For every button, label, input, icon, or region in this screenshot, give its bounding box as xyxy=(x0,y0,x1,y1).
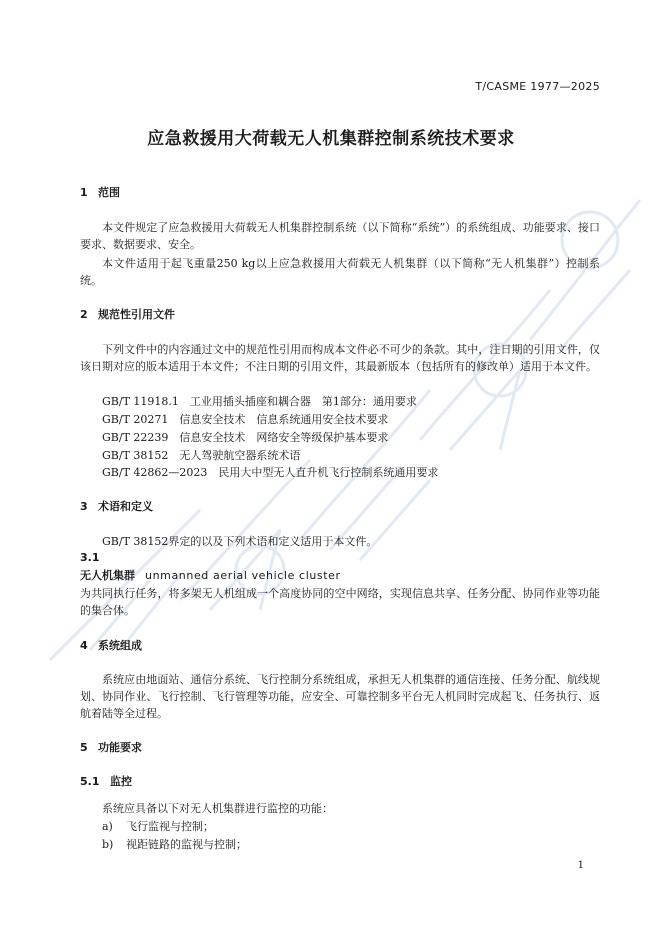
list-marker: b) xyxy=(102,838,114,851)
section-heading-composition xyxy=(80,638,142,654)
reference-item: GB/T 11918.1 工业用插头插座和耦合器 第1部分：通用要求 xyxy=(102,395,417,408)
term-number: 3.1 xyxy=(80,551,100,564)
section-heading-terms xyxy=(80,499,153,515)
section-heading-scope xyxy=(80,185,120,201)
term-name-chinese: 无人机集群 xyxy=(80,569,135,582)
list-item xyxy=(102,818,214,835)
list-marker: a) xyxy=(102,820,113,833)
term-name xyxy=(80,568,341,584)
list-text: 视距链路的监视与控制； xyxy=(126,838,247,851)
terms-paragraph: GB/T 38152界定的以及下列术语和定义适用于本文件。 xyxy=(102,535,378,548)
section-number: 1 xyxy=(80,186,88,199)
term-name-english: unmanned aerial vehicle cluster xyxy=(145,569,341,582)
section-number: 2 xyxy=(80,308,88,321)
list-item xyxy=(102,836,247,853)
section-title: 系统组成 xyxy=(98,639,142,652)
scope-paragraph-2: 本文件适用于起飞重量250 kg以上应急救援用大荷载无人机集群（以下简称“无人机集群”）控制系统。 xyxy=(80,257,600,287)
reference-item: GB/T 20271 信息安全技术 信息系统通用安全技术要求 xyxy=(102,413,389,426)
scope-paragraph-1: 本文件规定了应急救援用大荷载无人机集群控制系统（以下简称“系统”）的系统组成、功能要求、接口要求、数据要求、安全。 xyxy=(80,221,600,251)
section-heading-normative xyxy=(80,307,175,323)
page-number: 1 xyxy=(577,860,584,871)
section-title: 术语和定义 xyxy=(98,500,153,513)
reference-item: GB/T 42862—2023 民用大中型无人直升机飞行控制系统通用要求 xyxy=(102,466,439,479)
term-definition: 为共同执行任务，将多架无人机组成一个高度协同的空中网络，实现信息共享、任务分配、协同作业等功能的集合体。 xyxy=(80,587,600,617)
section-number: 3 xyxy=(80,500,88,513)
subsection-title: 监控 xyxy=(110,775,132,788)
section-title: 范围 xyxy=(98,186,120,199)
document-title: 应急救援用大荷载无人机集群控制系统技术要求 xyxy=(147,129,515,149)
list-text: 飞行监视与控制； xyxy=(126,820,214,833)
section-number: 4 xyxy=(80,639,88,652)
reference-item: GB/T 22239 信息安全技术 网络安全等级保护基本要求 xyxy=(102,431,389,444)
document-code: T/CASME 1977—2025 xyxy=(475,80,600,93)
subsection-heading-monitoring xyxy=(80,774,132,790)
section-heading-function xyxy=(80,740,142,756)
monitoring-paragraph: 系统应具备以下对无人机集群进行监控的功能： xyxy=(102,802,333,815)
normative-paragraph: 下列文件中的内容通过文中的规范性引用而构成本文件必不可少的条款。其中，注日期的引用文件，仅该日期对应的版本适用于本文件；不注日期的引用文件，其最新版本（包括所有的修改单）适用于本文件。 xyxy=(80,343,600,373)
section-title: 功能要求 xyxy=(98,741,142,754)
section-number: 5 xyxy=(80,741,88,754)
reference-item: GB/T 38152 无人驾驶航空器系统术语 xyxy=(102,449,301,462)
subsection-number: 5.1 xyxy=(80,775,100,788)
composition-paragraph: 系统应由地面站、通信分系统、飞行控制分系统组成，承担无人机集群的通信连接、任务分配、航线规划、协同作业、飞行控制、飞行管理等功能，应安全、可靠控制多平台无人机同时完成起飞、任务执行、返航着陆等全过程。 xyxy=(80,673,600,720)
section-title: 规范性引用文件 xyxy=(98,308,175,321)
